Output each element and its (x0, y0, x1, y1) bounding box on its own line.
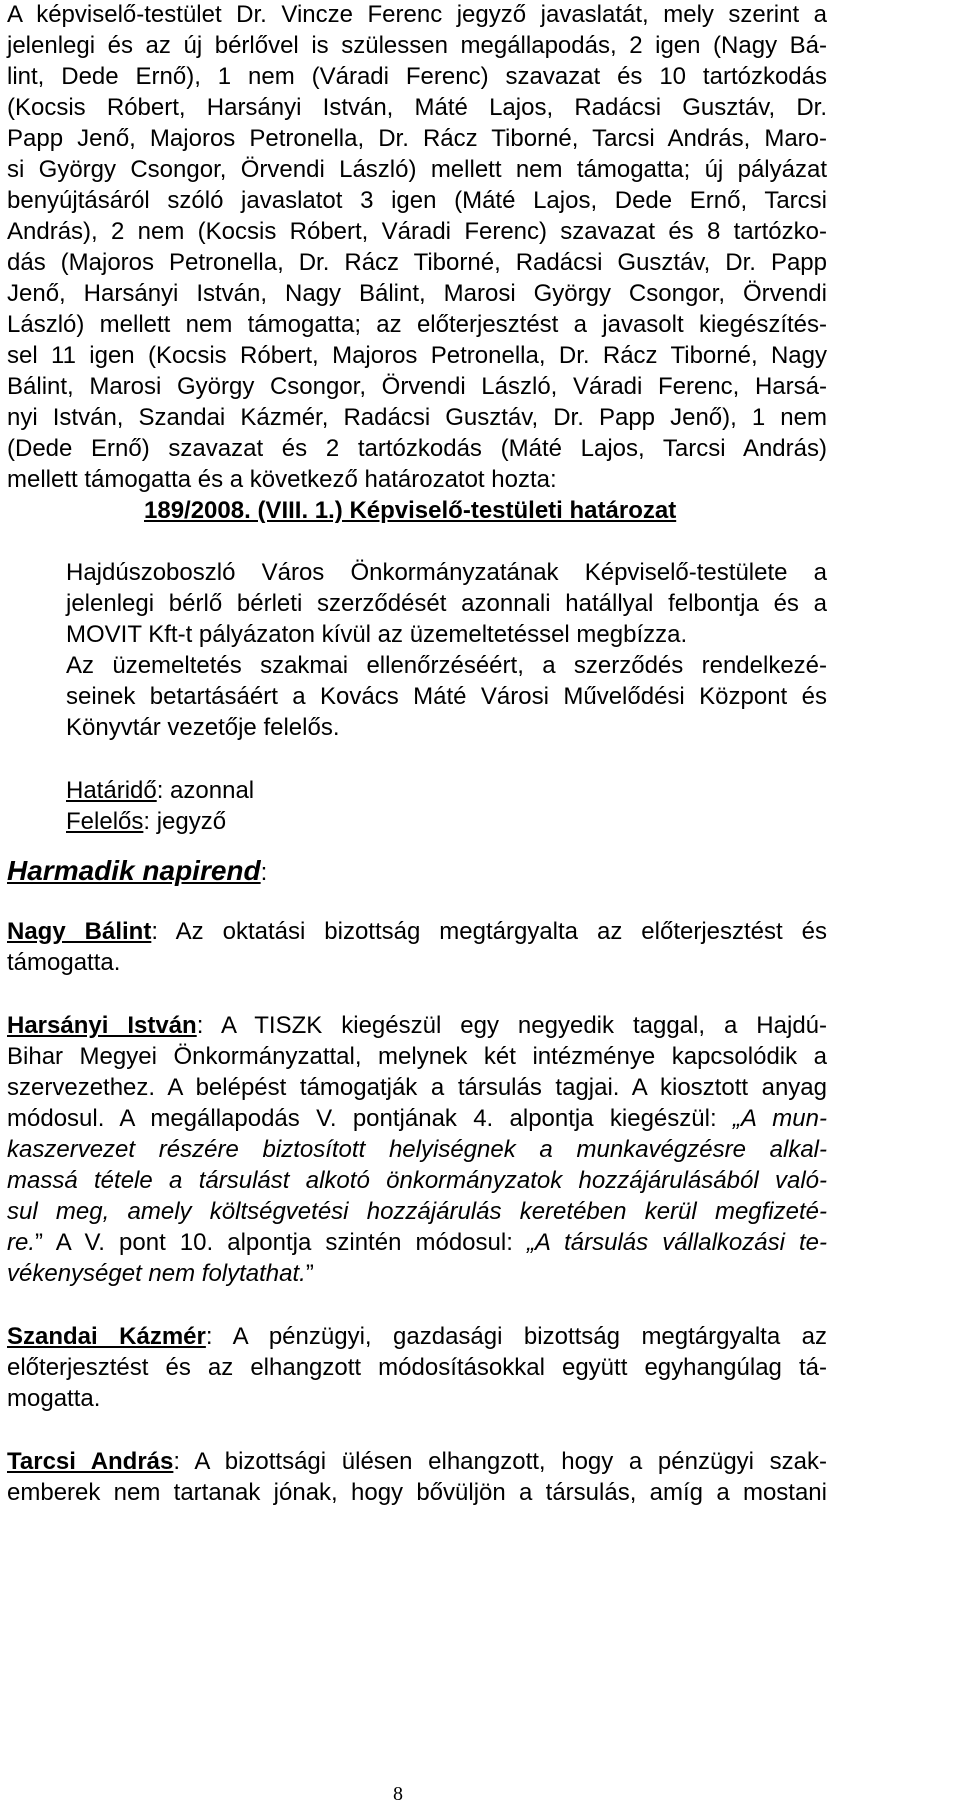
text-line: benyújtásáról szóló javaslatot 3 igen (Máté Lajos, Dede Ernő, Tarcsi (7, 187, 827, 214)
text-line: sel 11 igen (Kocsis Róbert, Majoros Petronella, Dr. Rácz Tiborné, Nagy (7, 342, 827, 369)
speech-harsanyi-line (7, 1259, 827, 1289)
agenda-heading (7, 854, 267, 890)
speech-quote: vékenységet nem folytathat. (7, 1260, 306, 1287)
deadline-value: : azonnal (156, 777, 255, 804)
resolution-line: Az üzemeltetés szakmai ellenőrzéséért, a szerződés rendelkezé- (66, 652, 827, 679)
resolution-line: Könyvtár vezetője felelős. (66, 714, 340, 741)
text-line: A képviselő-testület Dr. Vincze Ferenc jegyző javaslatát, mely szerint a (7, 1, 827, 28)
speech-harsanyi-line (7, 1011, 827, 1041)
speech-nagy-line (7, 917, 827, 947)
speech-tarcsi-line (7, 1447, 827, 1477)
speaker-name: Szandai Kázmér (7, 1323, 206, 1350)
resolution-line: seinek betartásáért a Kovács Máté Városi Művelődési Központ és (66, 683, 827, 710)
speech-szandai-line: előterjesztést és az elhangzott módosításokkal együtt egyhangúlag tá- (7, 1354, 827, 1381)
speech-harsanyi-line: sul meg, amely költségvetési hozzájárulás keretében kerül megfizeté- (7, 1198, 827, 1225)
agenda-heading-suffix: : (260, 859, 268, 886)
responsible-value: : jegyző (143, 808, 227, 835)
speech-text: : A pénzügyi, gazdasági bizottság megtárgyalta az (205, 1323, 827, 1350)
speech-harsanyi-line: szervezethez. A belépést támogatják a társulás tagjai. A kiosztott anyag (7, 1074, 827, 1101)
speech-harsanyi-line (7, 1228, 827, 1258)
speech-harsanyi-line: Bihar Megyei Önkormányzattal, melynek két intézménye kapcsolódik a (7, 1043, 827, 1070)
speech-szandai-line (7, 1322, 827, 1352)
text-line: jelenlegi és az új bérlővel is szülessen megállapodás, 2 igen (Nagy Bá- (7, 32, 827, 59)
speech-text: : A bizottsági ülésen elhangzott, hogy a pénzügyi szak- (173, 1448, 827, 1475)
speech-text: módosul. A megállapodás V. pontjának 4. alpontja kiegészül: (7, 1105, 733, 1132)
resolution-line: Hajdúszoboszló Város Önkormányzatának Képviselő-testülete a (66, 559, 827, 586)
speech-quote: re. (7, 1229, 36, 1256)
page-number: 8 (393, 1783, 403, 1805)
responsible (66, 807, 226, 837)
speech-text: ” A V. pont 10. alpontja szintén módosul: (35, 1229, 527, 1256)
speech-quote: „A mun- (732, 1105, 827, 1132)
text-line: László) mellett nem támogatta; az előterjesztést a javasolt kiegészítés- (7, 311, 827, 338)
speech-harsanyi-line: massá tétele a társulást alkotó önkormányzatok hozzájárulásából való- (7, 1167, 827, 1194)
speaker-name: Harsányi István (7, 1012, 197, 1039)
speech-text: ” (305, 1260, 314, 1287)
text-line: si György Csongor, Örvendi László) mellett nem támogatta; új pályázat (7, 156, 827, 183)
text-line: Jenő, Harsányi István, Nagy Bálint, Marosi György Csongor, Örvendi (7, 280, 827, 307)
text-line: (Dede Ernő) szavazat és 2 tartózkodás (Máté Lajos, Tarcsi András) (7, 435, 827, 462)
text-line: (Kocsis Róbert, Harsányi István, Máté Lajos, Radácsi Gusztáv, Dr. (7, 94, 827, 121)
speech-quote: „A társulás vállalkozási te- (526, 1229, 828, 1256)
speech-nagy-line: támogatta. (7, 949, 121, 976)
text-line: Bálint, Marosi György Csongor, Örvendi László, Váradi Ferenc, Harsá- (7, 373, 827, 400)
deadline (66, 776, 254, 806)
resolution-line: MOVIT Kft-t pályázaton kívül az üzemeltetéssel megbízza. (66, 621, 688, 648)
speaker-name: Nagy Bálint (7, 918, 152, 945)
deadline-label: Határidő (66, 777, 157, 804)
text-line: lint, Dede Ernő), 1 nem (Váradi Ferenc) szavazat és 10 tartózkodás (7, 63, 827, 90)
speech-tarcsi-line: emberek nem tartanak jónak, hogy bővüljön a társulás, amíg a mostani (7, 1479, 827, 1506)
speech-text: : Az oktatási bizottság megtárgyalta az előterjesztést és (151, 918, 827, 945)
text-line: Papp Jenő, Majoros Petronella, Dr. Rácz Tiborné, Tarcsi András, Maro- (7, 125, 827, 152)
text-line: nyi István, Szandai Kázmér, Radácsi Gusztáv, Dr. Papp Jenő), 1 nem (7, 404, 827, 431)
responsible-label: Felelős (66, 808, 144, 835)
speech-szandai-line: mogatta. (7, 1385, 101, 1412)
resolution-title: 189/2008. (VIII. 1.) Képviselő-testületi határozat (144, 497, 677, 524)
resolution-line: jelenlegi bérlő bérleti szerződését azonnali hatállyal felbontja és a (66, 590, 827, 617)
speaker-name: Tarcsi András (7, 1448, 174, 1475)
text-line: dás (Majoros Petronella, Dr. Rácz Tiborné, Radácsi Gusztáv, Dr. Papp (7, 249, 827, 276)
text-line: András), 2 nem (Kocsis Róbert, Váradi Ferenc) szavazat és 8 tartózko- (7, 218, 827, 245)
agenda-heading-text: Harmadik napirend (7, 855, 261, 886)
speech-text: : A TISZK kiegészül egy negyedik taggal, a Hajdú- (196, 1012, 828, 1039)
text-line: mellett támogatta és a következő határozatot hozta: (7, 466, 557, 493)
speech-harsanyi-line (7, 1104, 827, 1134)
speech-harsanyi-line: kaszervezet részére biztosított helyiségnek a munkavégzésre alkal- (7, 1136, 827, 1163)
